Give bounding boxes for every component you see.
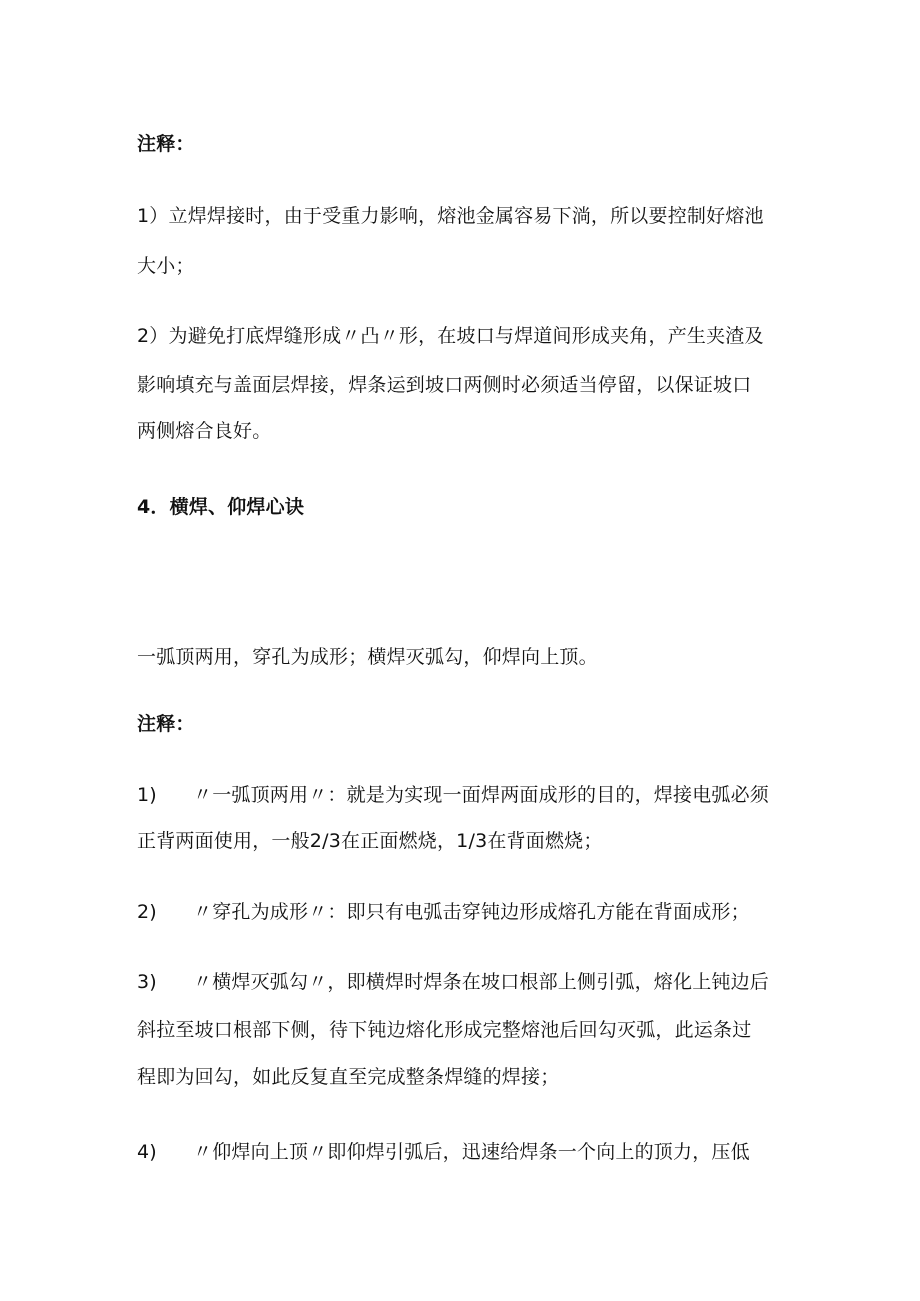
note-heading: 注释： bbox=[137, 713, 195, 735]
list-item bbox=[137, 899, 797, 925]
list-item-text: 〃一弧顶两用〃：就是为实现一面焊两面成形的目的，焊接电弧必须 bbox=[193, 784, 770, 806]
paragraph-line: 1）立焊焊接时，由于受重力影响，熔池金属容易下淌，所以要控制好熔池 bbox=[137, 205, 764, 227]
verse-line: 一弧顶两用，穿孔为成形；横焊灭弧勾，仰焊向上顶。 bbox=[137, 646, 598, 668]
list-item bbox=[137, 782, 797, 808]
paragraph-line: 2）为避免打底焊缝形成〃凸〃形，在坡口与焊道间形成夹角，产生夹渣及 bbox=[137, 325, 764, 347]
list-item bbox=[137, 1139, 797, 1165]
list-item-number: 1) bbox=[137, 784, 157, 806]
list-item-text: 〃穿孔为成形〃：即只有电弧击穿钝边形成熔孔方能在背面成形； bbox=[193, 901, 750, 923]
list-item-continuation: 正背两面使用，一般2/3在正面燃烧，1/3在背面燃烧； bbox=[137, 830, 603, 852]
list-item-number: 4) bbox=[137, 1141, 157, 1163]
note-heading: 注释： bbox=[137, 133, 195, 155]
paragraph-line: 两侧熔合良好。 bbox=[137, 420, 272, 442]
list-item bbox=[137, 969, 797, 995]
list-item-number: 3) bbox=[137, 971, 157, 993]
list-item-continuation: 斜拉至坡口根部下侧，待下钝边熔化形成完整熔池后回勾灭弧，此运条过 bbox=[137, 1019, 752, 1041]
list-item-number: 2) bbox=[137, 901, 157, 923]
list-item-text: 〃横焊灭弧勾〃，即横焊时焊条在坡口根部上侧引弧，熔化上钝边后 bbox=[193, 971, 770, 993]
paragraph-line: 影响填充与盖面层焊接，焊条运到坡口两侧时必须适当停留，以保证坡口 bbox=[137, 374, 752, 396]
list-item-continuation: 程即为回勾，如此反复直至完成整条焊缝的焊接； bbox=[137, 1066, 560, 1088]
paragraph-line: 大小； bbox=[137, 255, 195, 277]
section-heading: 4．横焊、仰焊心诀 bbox=[137, 496, 305, 518]
list-item-text: 〃仰焊向上顶〃即仰焊引弧后，迅速给焊条一个向上的顶力，压低 bbox=[193, 1141, 750, 1163]
